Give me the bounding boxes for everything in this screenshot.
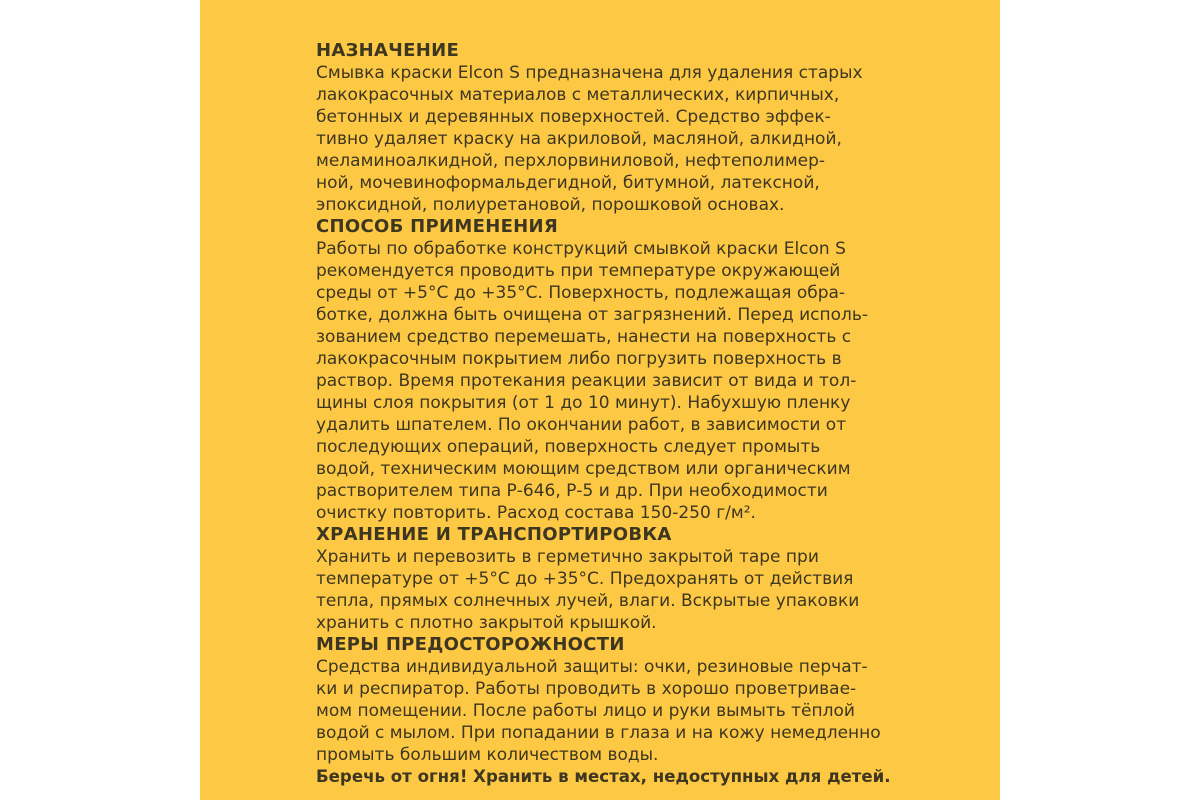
section-precautions bbox=[316, 634, 894, 766]
label-text-block bbox=[316, 40, 894, 788]
text-line: температуре от +5°С до +35°С. Предохранять от действия bbox=[316, 569, 854, 589]
text-line: Смывка краски Elcon S предназначена для удаления старых bbox=[316, 63, 863, 83]
text-line: ботке, должна быть очищена от загрязнений. Перед исполь- bbox=[316, 305, 869, 325]
text-line: тивно удаляет краску на акриловой, масляной, алкидной, bbox=[316, 129, 842, 149]
text-line: Хранить и перевозить в герметично закрытой таре при bbox=[316, 547, 819, 567]
text-line: очистку повторить. Расход состава 150-250 г/м². bbox=[316, 503, 756, 523]
section-heading: НАЗНАЧЕНИЕ bbox=[316, 40, 460, 61]
text-line: рекомендуется проводить при температуре окружающей bbox=[316, 261, 841, 281]
text-line: зованием средство перемешать, нанести на поверхность с bbox=[316, 327, 852, 347]
text-line: среды от +5°С до +35°С. Поверхность, подлежащая обра- bbox=[316, 283, 846, 303]
section-storage bbox=[316, 524, 894, 634]
text-line: лакокрасочных материалов с металлических, кирпичных, bbox=[316, 85, 840, 105]
text-line: промыть большим количеством воды. bbox=[316, 745, 659, 765]
text-line: щины слоя покрытия (от 1 до 10 минут). Набухшую пленку bbox=[316, 393, 851, 413]
section-body bbox=[316, 238, 894, 524]
text-line: ной, мочевиноформальдегидной, битумной, латексной, bbox=[316, 173, 820, 193]
text-line: бетонных и деревянных поверхностей. Средство эффек- bbox=[316, 107, 831, 127]
section-purpose bbox=[316, 40, 894, 216]
text-line: Работы по обработке конструкций смывкой краски Elcon S bbox=[316, 239, 846, 259]
text-line: удалить шпателем. По окончании работ, в зависимости от bbox=[316, 415, 847, 435]
section-heading: МЕРЫ ПРЕДОСТОРОЖНОСТИ bbox=[316, 634, 625, 655]
fire-warning: Беречь от огня! Хранить в местах, недоступных для детей. bbox=[316, 767, 891, 786]
text-line: последующих операций, поверхность следует промыть bbox=[316, 437, 821, 457]
text-line: водой, техническим моющим средством или органическим bbox=[316, 459, 851, 479]
text-line: водой с мылом. При попадании в глаза и на кожу немедленно bbox=[316, 723, 881, 743]
section-heading: СПОСОБ ПРИМЕНЕНИЯ bbox=[316, 216, 559, 237]
text-line: лакокрасочным покрытием либо погрузить поверхность в bbox=[316, 349, 842, 369]
text-line: Средства индивидуальной защиты: очки, резиновые перчат- bbox=[316, 657, 868, 677]
section-body bbox=[316, 656, 894, 766]
text-line: растворителем типа Р-646, Р-5 и др. При необходимости bbox=[316, 481, 828, 501]
text-line: мом помещении. После работы лицо и руки вымыть тёплой bbox=[316, 701, 855, 721]
section-heading: ХРАНЕНИЕ И ТРАНСПОРТИРОВКА bbox=[316, 524, 672, 545]
text-line: меламиноалкидной, перхлорвиниловой, нефтеполимер- bbox=[316, 151, 826, 171]
text-line: ки и респиратор. Работы проводить в хорошо проветривае- bbox=[316, 679, 857, 699]
text-line: раствор. Время протекания реакции зависит от вида и тол- bbox=[316, 371, 857, 391]
section-usage bbox=[316, 216, 894, 524]
text-line: эпоксидной, полиуретановой, порошковой основах. bbox=[316, 195, 785, 215]
section-body bbox=[316, 62, 894, 216]
text-line: хранить с плотно закрытой крышкой. bbox=[316, 613, 657, 633]
text-line: тепла, прямых солнечных лучей, влаги. Вскрытые упаковки bbox=[316, 591, 860, 611]
section-body bbox=[316, 546, 894, 634]
